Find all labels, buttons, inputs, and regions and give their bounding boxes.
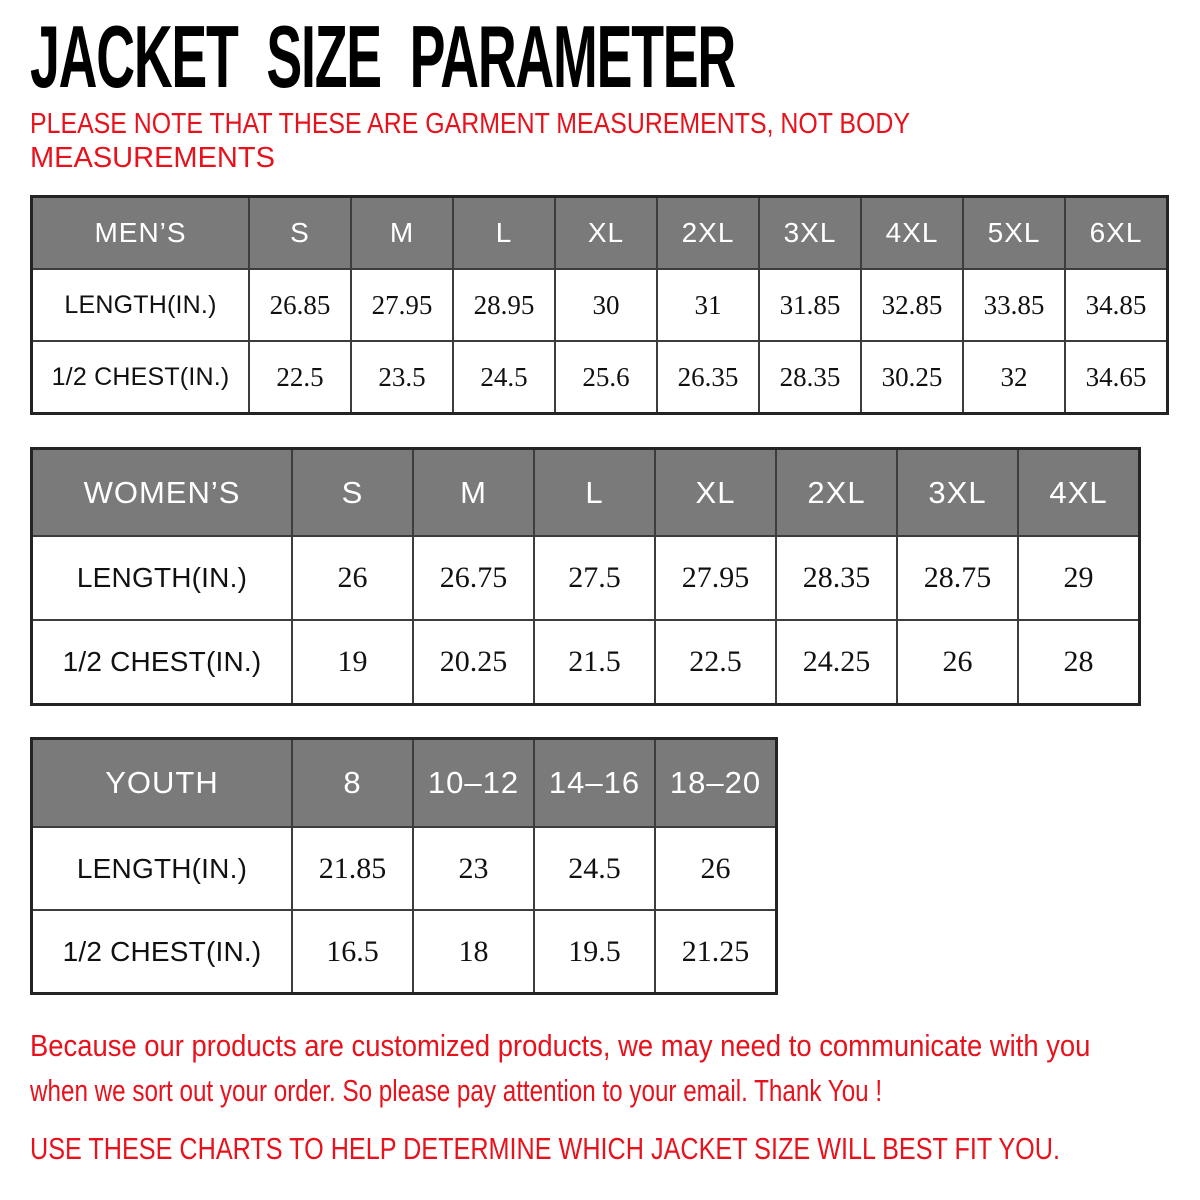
measurement-value-cell: 34.85	[1064, 268, 1166, 340]
size-column-header: XL	[654, 450, 775, 535]
measurement-row-label: 1/2 CHEST(IN.)	[33, 909, 291, 992]
measurement-value-cell: 24.25	[775, 619, 896, 703]
size-column-header: 3XL	[758, 198, 860, 268]
measurement-value-cell: 23.5	[350, 340, 452, 412]
measurement-value-cell: 28.35	[758, 340, 860, 412]
measurement-value-cell: 32	[962, 340, 1064, 412]
measurement-value-cell: 34.65	[1064, 340, 1166, 412]
size-column-header: 2XL	[656, 198, 758, 268]
youth-size-table	[30, 737, 778, 995]
measurement-value-cell: 33.85	[962, 268, 1064, 340]
measurement-value-cell: 27.5	[533, 535, 654, 619]
measurement-value-cell: 26	[654, 826, 775, 909]
size-column-header: 4XL	[1017, 450, 1138, 535]
size-column-header: 6XL	[1064, 198, 1166, 268]
measurement-value-cell: 21.25	[654, 909, 775, 992]
measurement-value-cell: 21.85	[291, 826, 412, 909]
measurement-value-cell: 32.85	[860, 268, 962, 340]
womens-size-table	[30, 447, 1141, 706]
size-group-label: YOUTH	[33, 740, 291, 826]
size-column-header: S	[248, 198, 350, 268]
size-column-header: 5XL	[962, 198, 1064, 268]
size-column-header: L	[452, 198, 554, 268]
garment-measurement-note	[30, 107, 1055, 175]
mens-size-table	[30, 195, 1169, 415]
measurement-value-cell: 23	[412, 826, 533, 909]
measurement-value-cell: 26.35	[656, 340, 758, 412]
size-group-label: WOMEN’S	[33, 450, 291, 535]
size-column-header: 8	[291, 740, 412, 826]
measurement-row-label: 1/2 CHEST(IN.)	[33, 340, 248, 412]
measurement-row-label: LENGTH(IN.)	[33, 826, 291, 909]
measurement-value-cell: 28.35	[775, 535, 896, 619]
measurement-value-cell: 31.85	[758, 268, 860, 340]
measurement-value-cell: 30.25	[860, 340, 962, 412]
size-column-header: 2XL	[775, 450, 896, 535]
measurement-value-cell: 21.5	[533, 619, 654, 703]
size-column-header: M	[350, 198, 452, 268]
note-line-1: PLEASE NOTE THAT THESE ARE GARMENT MEASUREMENTS, NOT BODY	[30, 108, 910, 140]
measurement-row-label: LENGTH(IN.)	[33, 268, 248, 340]
measurement-value-cell: 26.85	[248, 268, 350, 340]
measurement-value-cell: 20.25	[412, 619, 533, 703]
footer-communication-line-2: when we sort out your order. So please pay attention to your email. Thank You !	[30, 1073, 883, 1108]
measurement-row-label: LENGTH(IN.)	[33, 535, 291, 619]
measurement-value-cell: 27.95	[350, 268, 452, 340]
footer-communication-line-1: Because our products are customized products, we may need to communicate with you	[30, 1028, 1091, 1063]
size-column-header: 4XL	[860, 198, 962, 268]
footer-notes	[30, 1023, 1200, 1171]
page-title: JACKET SIZE PARAMETER	[30, 7, 735, 106]
measurement-value-cell: 28.75	[896, 535, 1017, 619]
measurement-value-cell: 25.6	[554, 340, 656, 412]
measurement-value-cell: 28.95	[452, 268, 554, 340]
measurement-value-cell: 19	[291, 619, 412, 703]
size-column-header: L	[533, 450, 654, 535]
measurement-value-cell: 19.5	[533, 909, 654, 992]
measurement-value-cell: 29	[1017, 535, 1138, 619]
measurement-value-cell: 16.5	[291, 909, 412, 992]
measurement-value-cell: 26	[291, 535, 412, 619]
measurement-row-label: 1/2 CHEST(IN.)	[33, 619, 291, 703]
size-group-label: MEN’S	[33, 198, 248, 268]
measurement-value-cell: 22.5	[654, 619, 775, 703]
size-column-header: M	[412, 450, 533, 535]
measurement-value-cell: 28	[1017, 619, 1138, 703]
measurement-value-cell: 30	[554, 268, 656, 340]
note-line-2: MEASUREMENTS	[30, 142, 275, 174]
measurement-value-cell: 27.95	[654, 535, 775, 619]
measurement-value-cell: 22.5	[248, 340, 350, 412]
measurement-value-cell: 24.5	[533, 826, 654, 909]
measurement-value-cell: 18	[412, 909, 533, 992]
size-column-header: S	[291, 450, 412, 535]
measurement-value-cell: 26.75	[412, 535, 533, 619]
measurement-value-cell: 31	[656, 268, 758, 340]
size-column-header: XL	[554, 198, 656, 268]
size-column-header: 14–16	[533, 740, 654, 826]
size-column-header: 3XL	[896, 450, 1017, 535]
size-column-header: 10–12	[412, 740, 533, 826]
size-column-header: 18–20	[654, 740, 775, 826]
measurement-value-cell: 24.5	[452, 340, 554, 412]
footer-usage-line: USE THESE CHARTS TO HELP DETERMINE WHICH JACKET SIZE WILL BEST FIT YOU.	[30, 1131, 1060, 1166]
measurement-value-cell: 26	[896, 619, 1017, 703]
